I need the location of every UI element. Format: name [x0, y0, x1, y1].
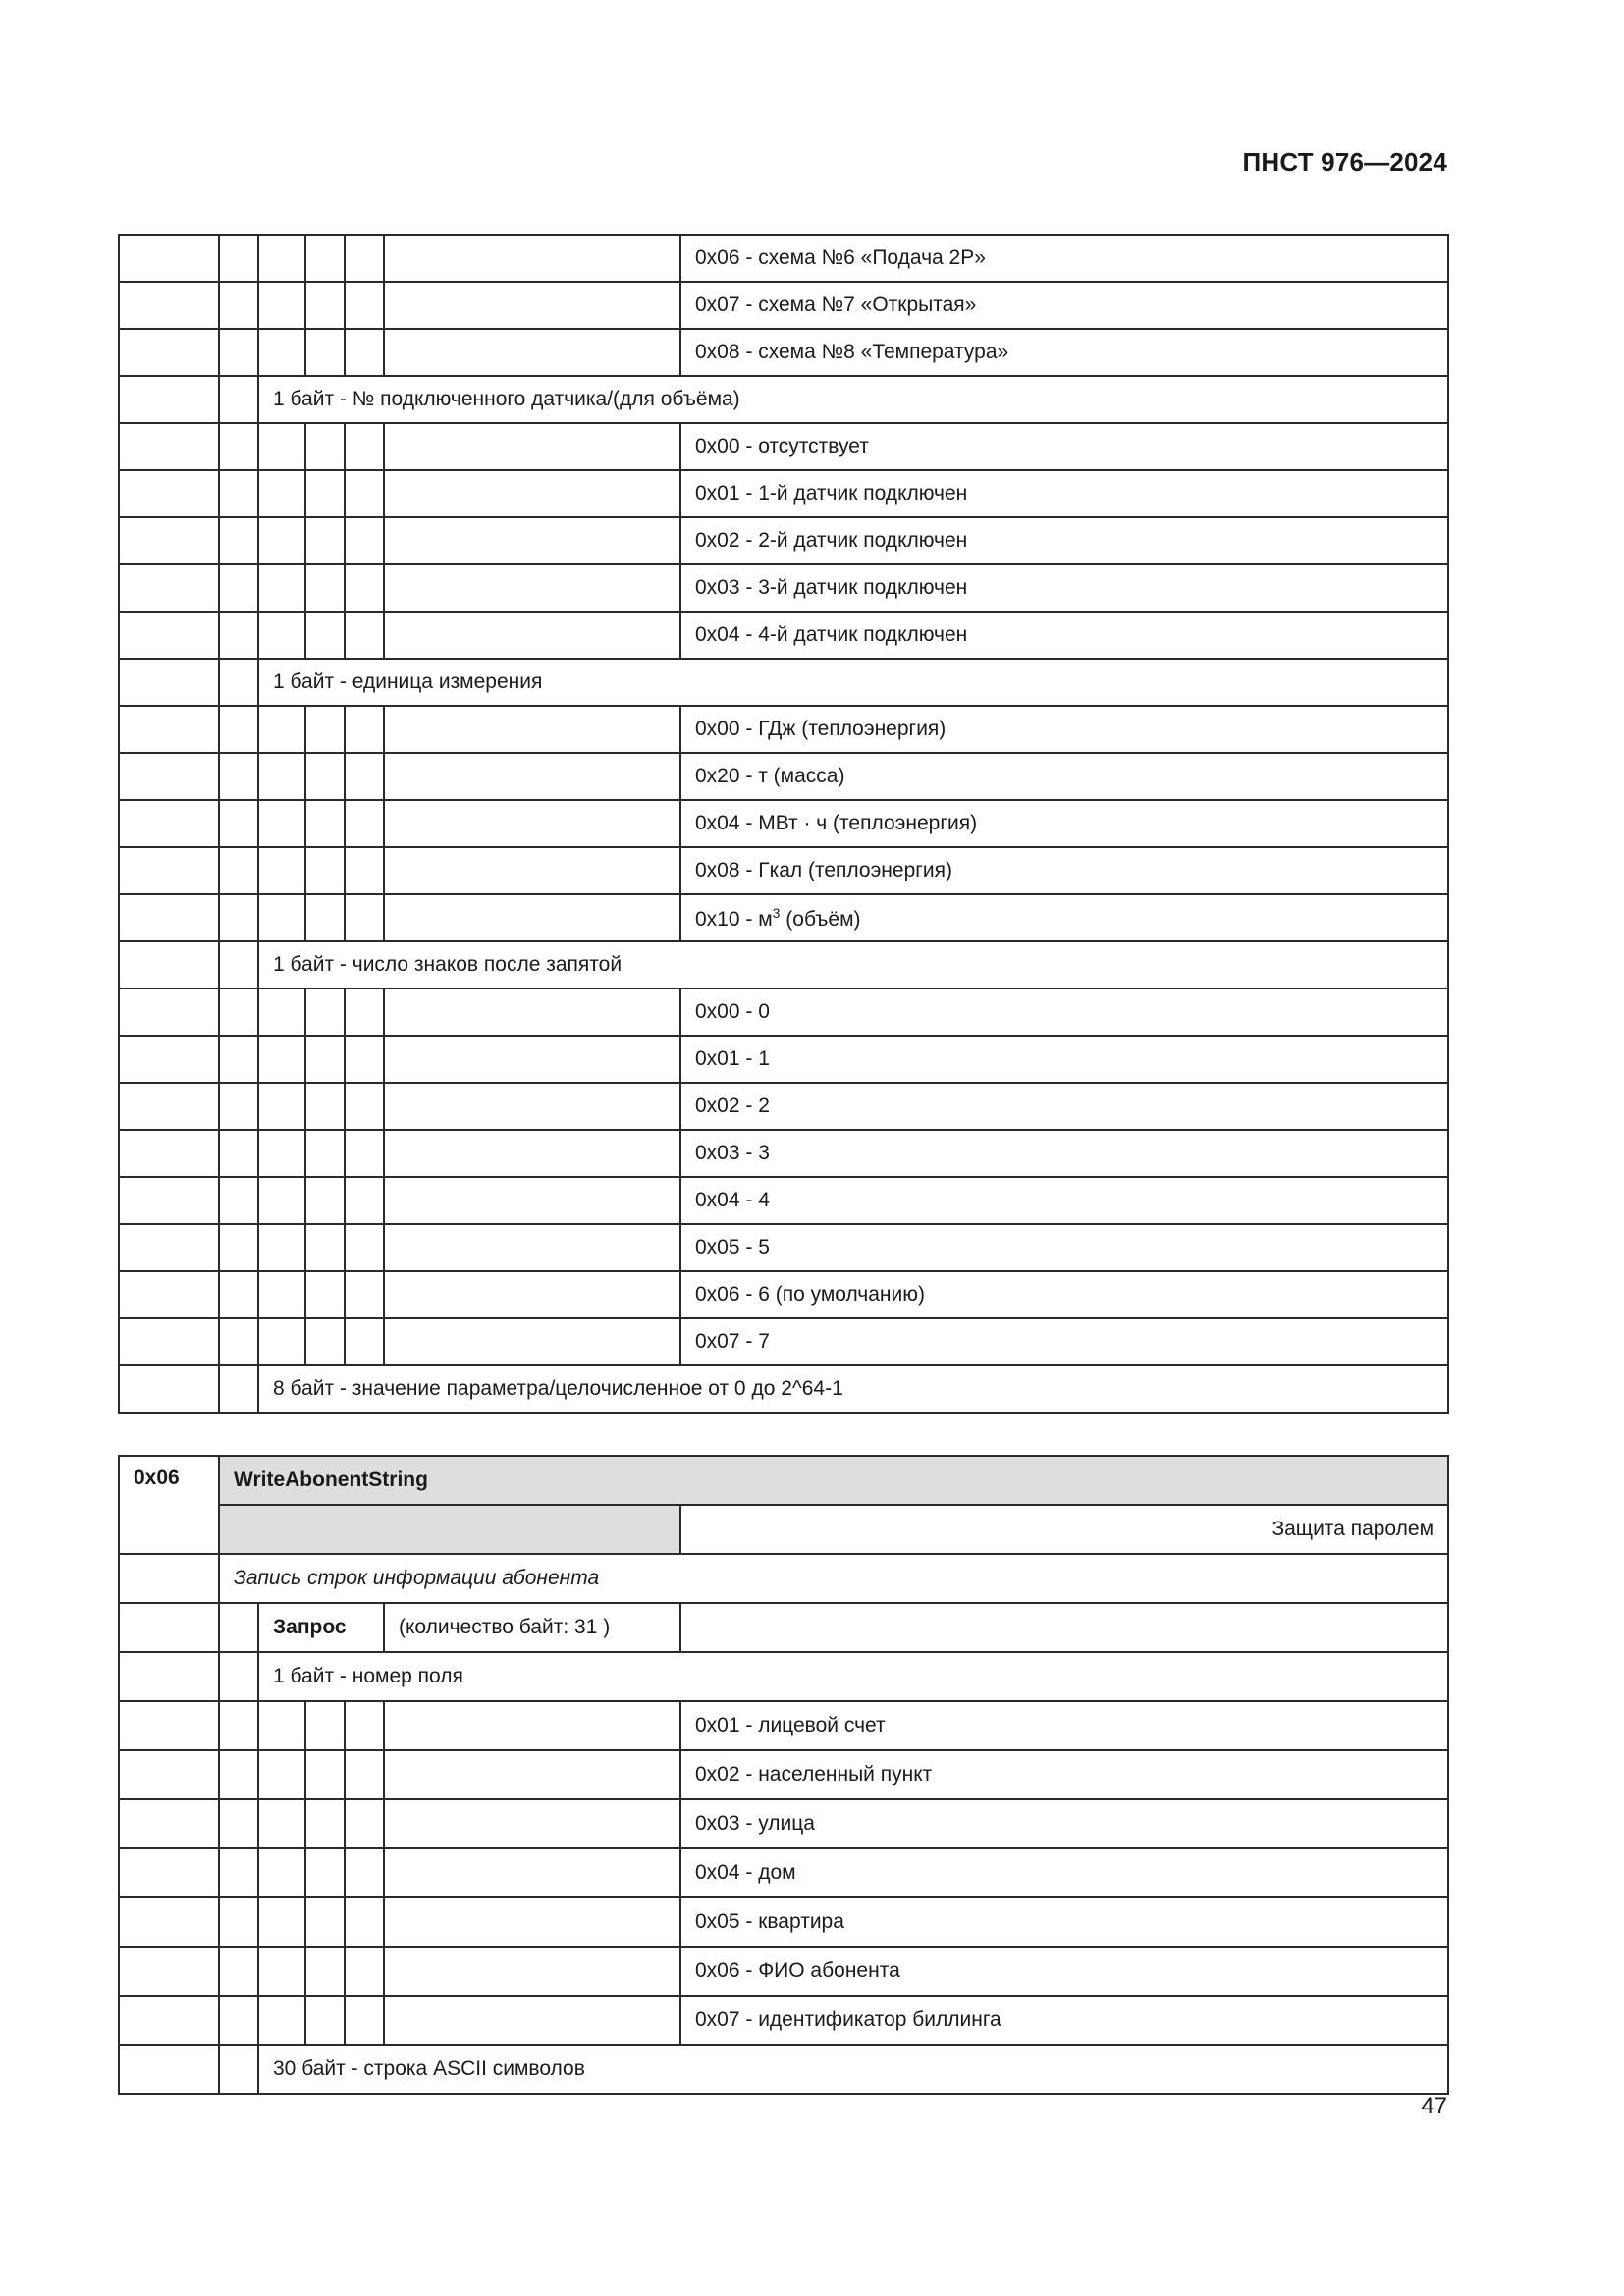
empty-cell [219, 1701, 258, 1750]
empty-cell [258, 847, 305, 894]
empty-cell [119, 894, 219, 941]
value-row [119, 1897, 1448, 1947]
empty-cell [345, 1224, 384, 1271]
empty-cell [345, 282, 384, 329]
empty-cell [219, 1750, 258, 1799]
empty-cell [384, 612, 680, 659]
empty-cell [345, 329, 384, 376]
value-description-cell: 0x01 - 1-й датчик подключен [680, 470, 1448, 517]
empty-cell [219, 1799, 258, 1848]
empty-cell [305, 1750, 345, 1799]
empty-cell [219, 517, 258, 564]
empty-cell [119, 376, 219, 423]
empty-cell [384, 470, 680, 517]
empty-cell [384, 706, 680, 753]
value-description-cell: 0x02 - 2 [680, 1083, 1448, 1130]
empty-cell [384, 329, 680, 376]
empty-cell [345, 1897, 384, 1947]
empty-cell [119, 753, 219, 800]
empty-cell [119, 612, 219, 659]
password-protection-cell: Защита паролем [680, 1505, 1448, 1554]
empty-cell [219, 1897, 258, 1947]
empty-cell [219, 1224, 258, 1271]
empty-cell [345, 894, 384, 941]
empty-cell [258, 1897, 305, 1947]
empty-cell [384, 1318, 680, 1365]
empty-cell [219, 1947, 258, 1996]
empty-cell [384, 282, 680, 329]
value-description-cell: 0x07 - 7 [680, 1318, 1448, 1365]
empty-cell [119, 423, 219, 470]
value-row [119, 1799, 1448, 1848]
empty-cell [258, 1130, 305, 1177]
field-row [119, 941, 1448, 988]
value-row [119, 706, 1448, 753]
empty-cell [119, 1848, 219, 1897]
empty-cell [258, 612, 305, 659]
empty-cell [219, 753, 258, 800]
value-description-cell: 0x08 - схема №8 «Температура» [680, 329, 1448, 376]
empty-cell [305, 1996, 345, 2045]
empty-cell [258, 753, 305, 800]
value-text: 0x10 - м [695, 907, 773, 931]
empty-cell [384, 1996, 680, 2045]
empty-cell [305, 1848, 345, 1897]
command-description-cell: Запись строк информации абонента [219, 1554, 1448, 1603]
value-description-cell: 0x01 - 1 [680, 1036, 1448, 1083]
value-row [119, 1750, 1448, 1799]
value-row [119, 894, 1448, 941]
empty-cell [258, 470, 305, 517]
page-number: 47 [1421, 2093, 1447, 2119]
empty-cell [219, 1036, 258, 1083]
value-text-suffix: (объём) [780, 907, 861, 931]
value-description-cell: 0x20 - т (масса) [680, 753, 1448, 800]
empty-cell [119, 706, 219, 753]
value-description-cell: 0x03 - 3 [680, 1130, 1448, 1177]
empty-cell [219, 1505, 680, 1554]
empty-cell [384, 423, 680, 470]
empty-cell [219, 612, 258, 659]
empty-cell [258, 564, 305, 612]
field-description-cell: 1 байт - номер поля [258, 1652, 1448, 1701]
empty-cell [119, 659, 219, 706]
empty-cell [119, 1947, 219, 1996]
value-description-cell: 0x04 - МВт · ч (теплоэнергия) [680, 800, 1448, 847]
empty-cell [305, 1271, 345, 1318]
field-row [119, 376, 1448, 423]
empty-cell [119, 282, 219, 329]
empty-cell [384, 1083, 680, 1130]
empty-cell [305, 564, 345, 612]
empty-cell [258, 1177, 305, 1224]
value-description-cell: 0x03 - улица [680, 1799, 1448, 1848]
command-name-cell: WriteAbonentString [219, 1456, 1448, 1505]
value-description-cell: 0x00 - ГДж (теплоэнергия) [680, 706, 1448, 753]
value-description-cell: 0x04 - дом [680, 1848, 1448, 1897]
value-row [119, 988, 1448, 1036]
empty-cell [219, 1130, 258, 1177]
empty-cell [305, 235, 345, 282]
empty-cell [119, 470, 219, 517]
empty-cell [219, 941, 258, 988]
empty-cell [345, 753, 384, 800]
value-description-cell: 0x02 - 2-й датчик подключен [680, 517, 1448, 564]
empty-cell [384, 1750, 680, 1799]
empty-cell [345, 612, 384, 659]
value-description-cell: 0x05 - 5 [680, 1224, 1448, 1271]
empty-cell [119, 1603, 219, 1652]
value-row [119, 282, 1448, 329]
empty-cell [345, 1996, 384, 2045]
empty-cell [305, 282, 345, 329]
empty-cell [384, 1701, 680, 1750]
empty-cell [305, 1177, 345, 1224]
field-description-cell: 8 байт - значение параметра/целочисленное от 0 до 2^64-1 [258, 1365, 1448, 1413]
empty-cell [305, 706, 345, 753]
command-code-cell: 0x06 [119, 1456, 219, 1554]
empty-cell [258, 282, 305, 329]
empty-cell [384, 1224, 680, 1271]
field-row [119, 1365, 1448, 1413]
value-description-cell: 0x04 - 4-й датчик подключен [680, 612, 1448, 659]
empty-cell [119, 235, 219, 282]
empty-cell [345, 235, 384, 282]
document-code: ПНСТ 976—2024 [1242, 147, 1447, 177]
empty-cell [219, 564, 258, 612]
empty-cell [119, 564, 219, 612]
value-row [119, 753, 1448, 800]
value-row [119, 1996, 1448, 2045]
empty-cell [258, 1996, 305, 2045]
empty-cell [219, 659, 258, 706]
empty-cell [305, 1224, 345, 1271]
empty-cell [258, 517, 305, 564]
empty-cell [258, 706, 305, 753]
value-row [119, 612, 1448, 659]
value-row [119, 1224, 1448, 1271]
empty-cell [219, 1603, 258, 1652]
empty-cell [219, 706, 258, 753]
empty-cell [119, 1177, 219, 1224]
empty-cell [219, 894, 258, 941]
value-description-cell: 0x05 - квартира [680, 1897, 1448, 1947]
empty-cell [119, 847, 219, 894]
empty-cell [305, 1799, 345, 1848]
request-label-cell: Запрос [258, 1603, 384, 1652]
empty-cell [119, 1318, 219, 1365]
empty-cell [119, 1996, 219, 2045]
field-row [119, 2045, 1448, 2094]
value-row [119, 470, 1448, 517]
empty-cell [384, 1897, 680, 1947]
value-description-cell: 0x04 - 4 [680, 1177, 1448, 1224]
value-row [119, 1947, 1448, 1996]
field-description-cell: 30 байт - строка ASCII символов [258, 2045, 1448, 2094]
empty-cell [219, 235, 258, 282]
empty-cell [305, 753, 345, 800]
empty-cell [345, 423, 384, 470]
value-row [119, 1701, 1448, 1750]
value-description-cell: 0x02 - населенный пункт [680, 1750, 1448, 1799]
empty-cell [345, 470, 384, 517]
field-description-cell: 1 байт - № подключенного датчика/(для объёма) [258, 376, 1448, 423]
parameter-values-table [118, 234, 1449, 1414]
field-row [119, 659, 1448, 706]
value-row [119, 800, 1448, 847]
empty-cell [219, 1365, 258, 1413]
empty-cell [219, 1083, 258, 1130]
field-row [119, 1652, 1448, 1701]
request-bytes-cell: (количество байт: 31 ) [384, 1603, 680, 1652]
empty-cell [119, 1130, 219, 1177]
empty-cell [258, 235, 305, 282]
empty-cell [305, 1947, 345, 1996]
value-row [119, 1318, 1448, 1365]
empty-cell [305, 1701, 345, 1750]
empty-cell [258, 988, 305, 1036]
empty-cell [119, 1701, 219, 1750]
empty-cell [119, 1750, 219, 1799]
empty-cell [384, 753, 680, 800]
empty-cell [345, 800, 384, 847]
empty-cell [384, 564, 680, 612]
empty-cell [384, 235, 680, 282]
empty-cell [345, 706, 384, 753]
empty-cell [219, 847, 258, 894]
empty-cell [119, 1083, 219, 1130]
value-description-cell: 0x06 - ФИО абонента [680, 1947, 1448, 1996]
empty-cell [119, 988, 219, 1036]
value-description-cell: 0x07 - идентификатор биллинга [680, 1996, 1448, 2045]
empty-cell [345, 1947, 384, 1996]
empty-cell [305, 800, 345, 847]
empty-cell [384, 847, 680, 894]
empty-cell [305, 1897, 345, 1947]
empty-cell [384, 1271, 680, 1318]
empty-cell [258, 1224, 305, 1271]
empty-cell [119, 941, 219, 988]
empty-cell [258, 423, 305, 470]
empty-cell [345, 847, 384, 894]
empty-cell [384, 800, 680, 847]
empty-cell [119, 517, 219, 564]
empty-cell [305, 1083, 345, 1130]
empty-cell [305, 894, 345, 941]
empty-cell [219, 1996, 258, 2045]
empty-cell [384, 1799, 680, 1848]
empty-cell [345, 1271, 384, 1318]
empty-cell [258, 1848, 305, 1897]
empty-cell [345, 988, 384, 1036]
empty-cell [305, 1130, 345, 1177]
empty-cell [219, 800, 258, 847]
write-abonent-string-table [118, 1455, 1449, 2095]
empty-cell [384, 988, 680, 1036]
empty-cell [384, 1177, 680, 1224]
value-description-cell: 0x03 - 3-й датчик подключен [680, 564, 1448, 612]
empty-cell [384, 894, 680, 941]
empty-cell [305, 988, 345, 1036]
empty-cell [345, 1083, 384, 1130]
empty-cell [258, 1947, 305, 1996]
empty-cell [258, 1318, 305, 1365]
value-row [119, 1271, 1448, 1318]
value-row [119, 235, 1448, 282]
empty-cell [258, 1750, 305, 1799]
empty-cell [345, 1799, 384, 1848]
value-row [119, 1130, 1448, 1177]
empty-cell [119, 1799, 219, 1848]
empty-cell [345, 1318, 384, 1365]
empty-cell [384, 1130, 680, 1177]
empty-cell [119, 2045, 219, 2094]
empty-cell [219, 1848, 258, 1897]
empty-cell [305, 517, 345, 564]
empty-cell [384, 1036, 680, 1083]
empty-cell [119, 1036, 219, 1083]
empty-cell [345, 517, 384, 564]
value-description-cell: 0x00 - 0 [680, 988, 1448, 1036]
empty-cell [345, 564, 384, 612]
empty-cell [219, 376, 258, 423]
superscript: 3 [772, 904, 781, 921]
value-description-cell: 0x06 - схема №6 «Подача 2P» [680, 235, 1448, 282]
empty-cell [258, 1036, 305, 1083]
empty-cell [219, 423, 258, 470]
empty-cell [258, 800, 305, 847]
empty-cell [119, 1897, 219, 1947]
value-description-cell: 0x00 - отсутствует [680, 423, 1448, 470]
empty-cell [384, 517, 680, 564]
empty-cell [345, 1177, 384, 1224]
empty-cell [258, 1083, 305, 1130]
value-row [119, 423, 1448, 470]
value-description-cell: 0x01 - лицевой счет [680, 1701, 1448, 1750]
empty-cell [119, 329, 219, 376]
field-description-cell: 1 байт - единица измерения [258, 659, 1448, 706]
value-description-cell: 0x08 - Гкал (теплоэнергия) [680, 847, 1448, 894]
empty-cell [119, 1224, 219, 1271]
empty-cell [219, 988, 258, 1036]
value-row [119, 1083, 1448, 1130]
empty-cell [219, 1271, 258, 1318]
empty-cell [384, 1848, 680, 1897]
value-description-cell: 0x06 - 6 (по умолчанию) [680, 1271, 1448, 1318]
empty-cell [345, 1130, 384, 1177]
value-row [119, 1177, 1448, 1224]
empty-cell [219, 1318, 258, 1365]
empty-cell [119, 1365, 219, 1413]
empty-cell [219, 2045, 258, 2094]
value-row [119, 564, 1448, 612]
empty-cell [305, 329, 345, 376]
empty-cell [305, 847, 345, 894]
empty-cell [119, 1271, 219, 1318]
empty-cell [680, 1603, 1448, 1652]
empty-cell [345, 1701, 384, 1750]
empty-cell [219, 1177, 258, 1224]
empty-cell [305, 423, 345, 470]
empty-cell [305, 612, 345, 659]
value-description-cell: 0x07 - схема №7 «Открытая» [680, 282, 1448, 329]
value-description-cell [680, 894, 1448, 941]
empty-cell [219, 329, 258, 376]
value-row [119, 847, 1448, 894]
value-row [119, 1848, 1448, 1897]
empty-cell [258, 1701, 305, 1750]
empty-cell [384, 1947, 680, 1996]
empty-cell [219, 470, 258, 517]
value-row [119, 329, 1448, 376]
field-description-cell: 1 байт - число знаков после запятой [258, 941, 1448, 988]
empty-cell [119, 1652, 219, 1701]
empty-cell [305, 470, 345, 517]
empty-cell [345, 1036, 384, 1083]
empty-cell [219, 282, 258, 329]
empty-cell [258, 894, 305, 941]
empty-cell [345, 1848, 384, 1897]
empty-cell [345, 1750, 384, 1799]
empty-cell [219, 1652, 258, 1701]
empty-cell [258, 1271, 305, 1318]
empty-cell [258, 329, 305, 376]
value-row [119, 517, 1448, 564]
empty-cell [305, 1036, 345, 1083]
empty-cell [119, 800, 219, 847]
empty-cell [305, 1318, 345, 1365]
value-row [119, 1036, 1448, 1083]
empty-cell [258, 1799, 305, 1848]
empty-cell [119, 1554, 219, 1603]
